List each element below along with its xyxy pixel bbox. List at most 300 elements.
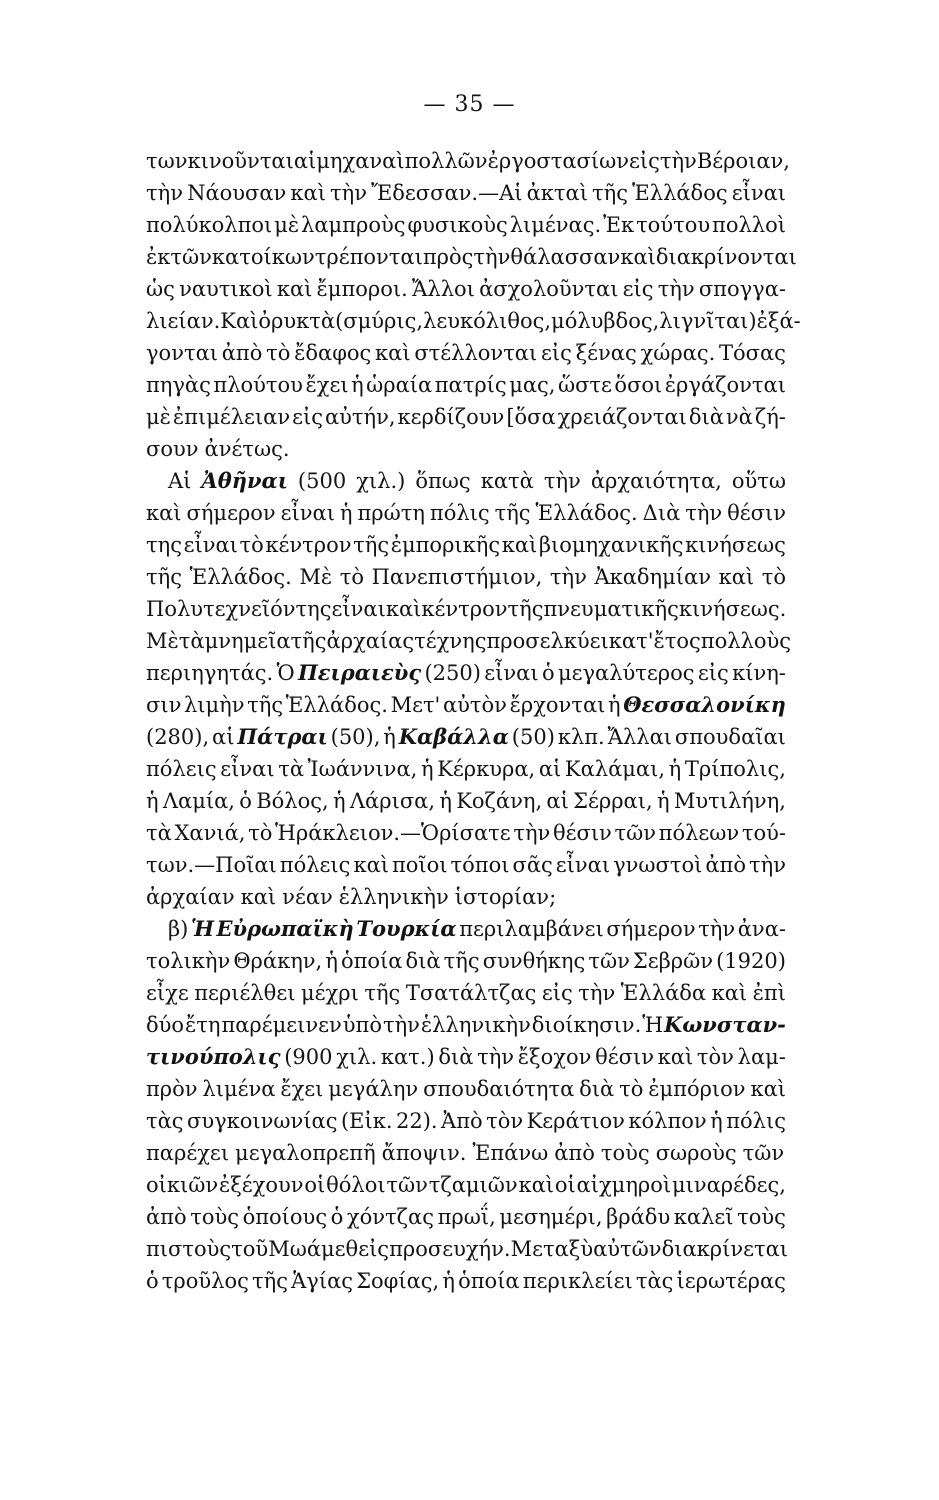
word: τὸ bbox=[339, 565, 364, 589]
text-line bbox=[146, 1265, 786, 1297]
word: των bbox=[146, 149, 188, 173]
word: β) bbox=[168, 917, 189, 941]
word: διὰ bbox=[405, 949, 441, 973]
word: Ἑλλάδα bbox=[620, 981, 707, 1005]
word: μέχρι bbox=[300, 981, 359, 1005]
word: διακρίνεται bbox=[661, 1237, 789, 1261]
word: τόποι bbox=[450, 853, 510, 877]
text-line bbox=[146, 881, 786, 913]
word: ἀρχαίαν bbox=[146, 885, 235, 909]
word: τὸν bbox=[696, 1045, 734, 1069]
text-line bbox=[146, 1041, 786, 1073]
word: πρώτη bbox=[357, 501, 425, 525]
word: πολλοὺς bbox=[700, 629, 792, 653]
word: εἶναι bbox=[484, 661, 539, 685]
word: ἔμποροι. bbox=[316, 277, 408, 301]
word: τὸν bbox=[486, 1109, 524, 1133]
word: πόλις bbox=[726, 1109, 786, 1133]
word: ἔχει bbox=[280, 1077, 324, 1101]
word: καὶ bbox=[240, 885, 277, 909]
word: πρὸν bbox=[146, 1077, 198, 1101]
word: ποῖοι bbox=[391, 853, 448, 877]
word: λιμένας. bbox=[509, 213, 602, 237]
word: ἀνα- bbox=[737, 917, 786, 941]
word: Αἱ bbox=[168, 469, 192, 493]
word: Μὲ bbox=[299, 565, 333, 589]
word: λιμένα bbox=[202, 1077, 276, 1101]
word: τὴν bbox=[578, 981, 616, 1005]
word: Ἄλλαι bbox=[607, 725, 673, 749]
word: ἀνέτως. bbox=[204, 437, 290, 461]
word: τῆς bbox=[494, 501, 531, 525]
word: τῆς bbox=[592, 181, 628, 205]
text-line bbox=[146, 561, 786, 593]
word: τὸ bbox=[266, 341, 291, 365]
word: λιείαν. bbox=[146, 309, 221, 333]
word: Βόλος, bbox=[256, 789, 329, 813]
text-line bbox=[146, 433, 786, 465]
word: ὥστε bbox=[557, 373, 612, 397]
word: διακρίνονται bbox=[655, 245, 797, 269]
text-line bbox=[146, 913, 786, 945]
word: ἀπὸ bbox=[554, 1141, 595, 1165]
word: οὕτω bbox=[731, 469, 786, 493]
word: τὴν bbox=[657, 277, 695, 301]
text-line bbox=[146, 945, 786, 977]
word: αὐτήν, bbox=[324, 405, 396, 429]
emphasized-word: Κωνσταν- bbox=[664, 1012, 786, 1037]
word: καὶ bbox=[718, 565, 755, 589]
word: (250) bbox=[424, 661, 481, 685]
text-line bbox=[146, 785, 786, 817]
word: ἔτος bbox=[653, 629, 701, 653]
word: τού- bbox=[741, 821, 786, 845]
word: παρέμεινεν bbox=[221, 1013, 342, 1037]
text-line bbox=[146, 209, 786, 241]
word: τὸ bbox=[248, 821, 273, 845]
word: λιγνῖται) bbox=[659, 309, 757, 333]
word: ἱερωτέρας bbox=[676, 1269, 786, 1293]
word: διὰ bbox=[688, 405, 724, 429]
word: τὰς bbox=[146, 1109, 184, 1133]
word: εἶναι bbox=[183, 533, 238, 557]
word: ἡ bbox=[608, 693, 621, 717]
word: ἀπὸ bbox=[146, 1205, 187, 1229]
word: ἐμπόριον bbox=[648, 1077, 746, 1101]
word: μεσημέρι, bbox=[499, 1205, 603, 1229]
word: ἡ bbox=[420, 757, 434, 781]
text-line bbox=[146, 1009, 786, 1041]
text-line bbox=[146, 305, 801, 337]
word: πολλῶν bbox=[404, 149, 488, 173]
word: πολλοὶ bbox=[712, 213, 786, 237]
word: τῆς bbox=[353, 533, 390, 557]
word: τὸ bbox=[761, 565, 786, 589]
word: ξένας bbox=[575, 341, 637, 365]
word: (900 bbox=[284, 1045, 333, 1069]
word: Νάουσαν bbox=[187, 181, 287, 205]
word: χιλ.) bbox=[356, 469, 406, 493]
word: Σοφίας, bbox=[356, 1269, 440, 1293]
word: μὲ bbox=[274, 213, 300, 237]
word: Κοζάνη, bbox=[456, 789, 543, 813]
word: κινήσεως bbox=[685, 533, 786, 557]
word: πόλις bbox=[429, 501, 490, 525]
emphasized-word: Πάτραι bbox=[237, 724, 328, 749]
word: τὴν bbox=[685, 501, 723, 525]
word: καὶ bbox=[620, 245, 656, 269]
word: ἡ bbox=[656, 789, 670, 813]
word: εἶναι bbox=[280, 501, 335, 525]
word: αἱ bbox=[293, 149, 317, 173]
word: συγκοινωνίας bbox=[187, 1109, 338, 1133]
word: (Εἰκ. bbox=[340, 1109, 393, 1133]
word: εἰς bbox=[292, 405, 323, 429]
text-line bbox=[146, 529, 786, 561]
word: ἔξοχον bbox=[517, 1045, 592, 1069]
word: Τρίπολις, bbox=[684, 757, 786, 781]
word: ἑλληνικὴν bbox=[338, 885, 449, 909]
word: (1920) bbox=[716, 949, 786, 973]
text-line bbox=[146, 625, 792, 657]
text-line bbox=[146, 1105, 786, 1137]
word: τρέπονται bbox=[314, 245, 423, 269]
word: σᾶς bbox=[512, 853, 553, 877]
word: τῆς bbox=[252, 1269, 288, 1293]
word: ὁ bbox=[330, 1205, 344, 1229]
word: περιλαμβάνει bbox=[459, 917, 604, 941]
word: οἱ bbox=[554, 1173, 576, 1197]
word: δύο bbox=[146, 1013, 185, 1037]
word: ὁ bbox=[146, 1269, 159, 1293]
word: αὐτῶν bbox=[593, 1237, 662, 1261]
word: Ἐπάνω bbox=[472, 1141, 549, 1165]
word: σπουδαιότητα bbox=[423, 1077, 575, 1101]
word: τοῦ bbox=[231, 1237, 269, 1261]
word: κέντρον bbox=[421, 597, 508, 621]
word: θέσιν bbox=[727, 501, 786, 525]
word: θέσιν bbox=[595, 1045, 654, 1069]
word: κατ' bbox=[608, 629, 654, 653]
emphasized-word: Θεσσαλονίκη bbox=[623, 692, 786, 717]
word: οἱ bbox=[304, 1173, 326, 1197]
word: Ἑλλάδος bbox=[632, 181, 728, 205]
word: τῆς bbox=[146, 565, 182, 589]
text-line bbox=[146, 977, 786, 1009]
word: (500 bbox=[297, 469, 347, 493]
word: Σέρραι, bbox=[573, 789, 653, 813]
word: ἡ bbox=[442, 1269, 455, 1293]
text-line bbox=[146, 849, 786, 881]
word: των.—Ποῖαι bbox=[146, 853, 277, 877]
word: Βέροιαν, bbox=[696, 149, 790, 173]
text-line bbox=[146, 241, 797, 273]
word: χιλ. bbox=[336, 1045, 378, 1069]
word: ἔχει bbox=[305, 373, 349, 397]
word: λιμὴν bbox=[183, 693, 245, 717]
word: μὲ bbox=[146, 405, 171, 429]
word: κερδίζουν bbox=[397, 405, 505, 429]
word: Λάρισα, bbox=[349, 789, 436, 813]
emphasized-word: Ἡ bbox=[190, 916, 214, 941]
word: ὀρυκτὰ bbox=[258, 309, 336, 333]
word: ὅσοι bbox=[614, 373, 663, 397]
word: ἐπὶ bbox=[752, 981, 786, 1005]
word: σωροὺς bbox=[655, 1141, 737, 1165]
word: τὰ bbox=[146, 821, 172, 845]
word: Ἑλλάδος. bbox=[535, 501, 638, 525]
word: αἱ bbox=[538, 757, 562, 781]
word: καὶ bbox=[750, 1077, 786, 1101]
body-text bbox=[146, 145, 801, 1297]
word: τῆς bbox=[507, 597, 544, 621]
word: Ἀκαδημίαν bbox=[594, 565, 711, 589]
word: Μεταξὺ bbox=[510, 1237, 594, 1261]
word: μιναρέδες, bbox=[671, 1173, 786, 1197]
word: ἔδαφος bbox=[294, 341, 372, 365]
word: ὁποία bbox=[340, 949, 403, 973]
word: εἶναι bbox=[555, 853, 611, 877]
word: τῶν bbox=[170, 245, 212, 269]
word: πρὸς bbox=[422, 245, 474, 269]
word: τὴν bbox=[473, 245, 511, 269]
word: ὁ bbox=[239, 789, 252, 813]
word: ἔρχονται bbox=[509, 693, 606, 717]
word: Ὁ bbox=[276, 661, 295, 685]
word: διὰ bbox=[579, 1077, 615, 1101]
word: τῆς bbox=[290, 629, 327, 653]
word: ἐξέχουν bbox=[218, 1173, 304, 1197]
word: χώρας. bbox=[640, 341, 716, 365]
word: Μυτιλήνη, bbox=[673, 789, 786, 813]
word: θέσιν bbox=[552, 821, 612, 845]
text-line bbox=[146, 1233, 789, 1265]
word: (σμύρις, bbox=[335, 309, 424, 333]
text-line bbox=[146, 657, 786, 689]
word: Ἐκ bbox=[603, 213, 635, 237]
word: καὶ bbox=[375, 341, 411, 365]
word: ἐργάζονται bbox=[664, 373, 786, 397]
emphasized-word: Ἀθῆναι bbox=[201, 468, 288, 493]
word: λαμ- bbox=[737, 1045, 786, 1069]
word: πόλεις bbox=[279, 853, 351, 877]
word: βράδυ bbox=[606, 1205, 671, 1229]
word: Διὰ bbox=[642, 501, 681, 525]
text-line bbox=[146, 753, 786, 785]
text-line bbox=[146, 689, 786, 721]
word: λευκόλιθος, bbox=[423, 309, 552, 333]
word: Ἰωάννινα, bbox=[307, 757, 418, 781]
word: Ἄλλοι bbox=[411, 277, 475, 301]
word: κέντρον bbox=[265, 533, 352, 557]
word: Τόσας bbox=[719, 341, 786, 365]
word: πλούτου bbox=[213, 373, 303, 397]
word: Ἑλλάδος. bbox=[285, 693, 388, 717]
emphasized-word: Πειραιεὺς bbox=[297, 660, 422, 685]
word: πόλεων bbox=[658, 821, 740, 845]
word: μηχαναὶ bbox=[316, 149, 405, 173]
word: τῆς bbox=[443, 949, 480, 973]
word: ἱστορίαν; bbox=[454, 885, 557, 909]
text-line bbox=[146, 497, 786, 529]
word: μόλυβδος, bbox=[551, 309, 660, 333]
word: μεγαλοπρεπῆ bbox=[235, 1141, 376, 1165]
word: γονται bbox=[146, 341, 218, 365]
word: Πανεπιστήμιον, bbox=[371, 565, 543, 589]
word: τῶν bbox=[386, 1173, 428, 1197]
word: αἰχμηροὶ bbox=[576, 1173, 672, 1197]
word: σπουδαῖαι bbox=[674, 725, 786, 749]
word: εἰς bbox=[628, 149, 660, 173]
word: μας, bbox=[509, 373, 556, 397]
word: πηγὰς bbox=[146, 373, 211, 397]
emphasized-word: Τουρκία bbox=[356, 916, 457, 941]
word: ἐκ bbox=[146, 245, 171, 269]
word: ἡ bbox=[668, 757, 682, 781]
word: διοίκησιν. bbox=[531, 1013, 642, 1037]
word: Τσατάλτζας bbox=[405, 981, 537, 1005]
word: παρέχει bbox=[146, 1141, 230, 1165]
text-line bbox=[146, 337, 786, 369]
word: ἐργοστασίων bbox=[487, 149, 629, 173]
word: της bbox=[295, 597, 332, 621]
word: ὅπως bbox=[415, 469, 471, 493]
word: ἀσχολοῦνται bbox=[479, 277, 619, 301]
word: εἶναι bbox=[220, 757, 275, 781]
word: περιέλθει bbox=[194, 981, 296, 1005]
word: νέαν bbox=[282, 885, 333, 909]
word: στέλλονται bbox=[414, 341, 538, 365]
word: τζαμιῶν bbox=[428, 1173, 518, 1197]
word: σήμερον bbox=[606, 917, 696, 941]
word: περικλείει bbox=[522, 1269, 633, 1293]
word: κινοῦνται bbox=[187, 149, 294, 173]
word: εἶναι bbox=[731, 181, 786, 205]
text-line bbox=[146, 401, 786, 433]
word: τῆς bbox=[247, 693, 284, 717]
word: βιομηχανικῆς bbox=[538, 533, 684, 557]
word: Κεράτιον bbox=[526, 1109, 625, 1133]
word: ἀκταὶ bbox=[526, 181, 588, 205]
word: της bbox=[146, 533, 182, 557]
text-line bbox=[146, 593, 786, 625]
word: καὶ bbox=[276, 277, 313, 301]
word: ναυτικοὶ bbox=[179, 277, 273, 301]
word: ἐξά- bbox=[756, 309, 801, 333]
word: κινήσεως. bbox=[678, 597, 787, 621]
word: κατοίκων bbox=[211, 245, 315, 269]
word: ἐμπορικῆς bbox=[390, 533, 501, 557]
text-line bbox=[146, 145, 790, 177]
word: καὶ bbox=[711, 981, 748, 1005]
text-line bbox=[146, 817, 786, 849]
word: Κέρκυρα, bbox=[437, 757, 536, 781]
word: αἱ bbox=[212, 725, 235, 749]
word: πόλεις bbox=[146, 757, 217, 781]
word: τὰ bbox=[178, 629, 205, 653]
word: ἑλληνικὴν bbox=[420, 1013, 531, 1037]
text-line bbox=[146, 1073, 786, 1105]
word: ἡ bbox=[439, 789, 452, 813]
word: ὁποίους bbox=[242, 1205, 328, 1229]
word: Μὲ bbox=[146, 629, 179, 653]
word: 22). bbox=[395, 1109, 438, 1133]
word: ἡ bbox=[146, 789, 159, 813]
word: ἀπὸ bbox=[705, 853, 746, 877]
word: ἡ bbox=[351, 373, 364, 397]
word: τῶν bbox=[614, 821, 656, 845]
text-line bbox=[146, 369, 786, 401]
word: ἐπιμέλειαν bbox=[172, 405, 291, 429]
word: τοὺς bbox=[190, 1205, 240, 1229]
word: καὶ bbox=[501, 533, 538, 557]
word: ὁποία bbox=[458, 1269, 520, 1293]
word: πνευματικῆς bbox=[543, 597, 679, 621]
word: τολικὴν bbox=[146, 949, 231, 973]
word: εἰς bbox=[622, 277, 654, 301]
word: Ἡ bbox=[642, 1013, 664, 1037]
word: ἡ bbox=[710, 1109, 723, 1133]
word: τοὺς bbox=[737, 1205, 786, 1229]
word: τὴν bbox=[513, 821, 551, 845]
word: Καὶ bbox=[220, 309, 259, 333]
word: τῆς bbox=[364, 981, 401, 1005]
word: τὴν bbox=[749, 853, 786, 877]
word: τὴν bbox=[330, 181, 368, 205]
word: εἰς bbox=[697, 661, 729, 685]
word: εἶναι bbox=[331, 597, 386, 621]
word: ὁ bbox=[541, 661, 555, 685]
word: λαμπροὺς bbox=[301, 213, 406, 237]
word: ὡς bbox=[146, 277, 175, 301]
word: τὴν bbox=[549, 565, 587, 589]
word: Θράκην, bbox=[233, 949, 323, 973]
word: Ἁγίας bbox=[291, 1269, 354, 1293]
word: καὶ bbox=[657, 1045, 694, 1069]
word: τὰς bbox=[635, 1269, 674, 1293]
word: θάλασσαν bbox=[510, 245, 621, 269]
word: καὶ bbox=[518, 1173, 555, 1197]
word: τὴν bbox=[543, 469, 581, 493]
word: εἰς bbox=[541, 981, 573, 1005]
text-line bbox=[146, 273, 786, 305]
word: αὐτὸν bbox=[442, 693, 507, 717]
word: Ἡράκλειον.—Ὁρίσατε bbox=[275, 821, 511, 845]
word: τὴν bbox=[477, 1045, 515, 1069]
word: Ἑλλάδος. bbox=[189, 565, 292, 589]
word: συνθήκης bbox=[482, 949, 586, 973]
word: κόλπον bbox=[628, 1109, 707, 1133]
word: καὶ bbox=[385, 597, 422, 621]
text-line bbox=[146, 177, 786, 209]
emphasized-word: Καβάλλα bbox=[398, 724, 509, 749]
word: γνωστοὶ bbox=[613, 853, 703, 877]
word: εἰς bbox=[358, 1237, 390, 1261]
word: (280), bbox=[146, 725, 210, 749]
word: πολύκολποι bbox=[146, 213, 273, 237]
word: οἰκιῶν bbox=[146, 1173, 219, 1197]
word: αἱ bbox=[546, 789, 569, 813]
word: τροῦλος bbox=[161, 1269, 249, 1293]
word: ἡ bbox=[383, 725, 396, 749]
word: καὶ bbox=[290, 181, 326, 205]
text-line bbox=[146, 1137, 786, 1169]
text-line bbox=[146, 721, 786, 753]
word: τὴν bbox=[146, 181, 183, 205]
word: ὑπὸ bbox=[342, 1013, 382, 1037]
word: πατρίς bbox=[434, 373, 507, 397]
word: Καλάμαι, bbox=[564, 757, 666, 781]
